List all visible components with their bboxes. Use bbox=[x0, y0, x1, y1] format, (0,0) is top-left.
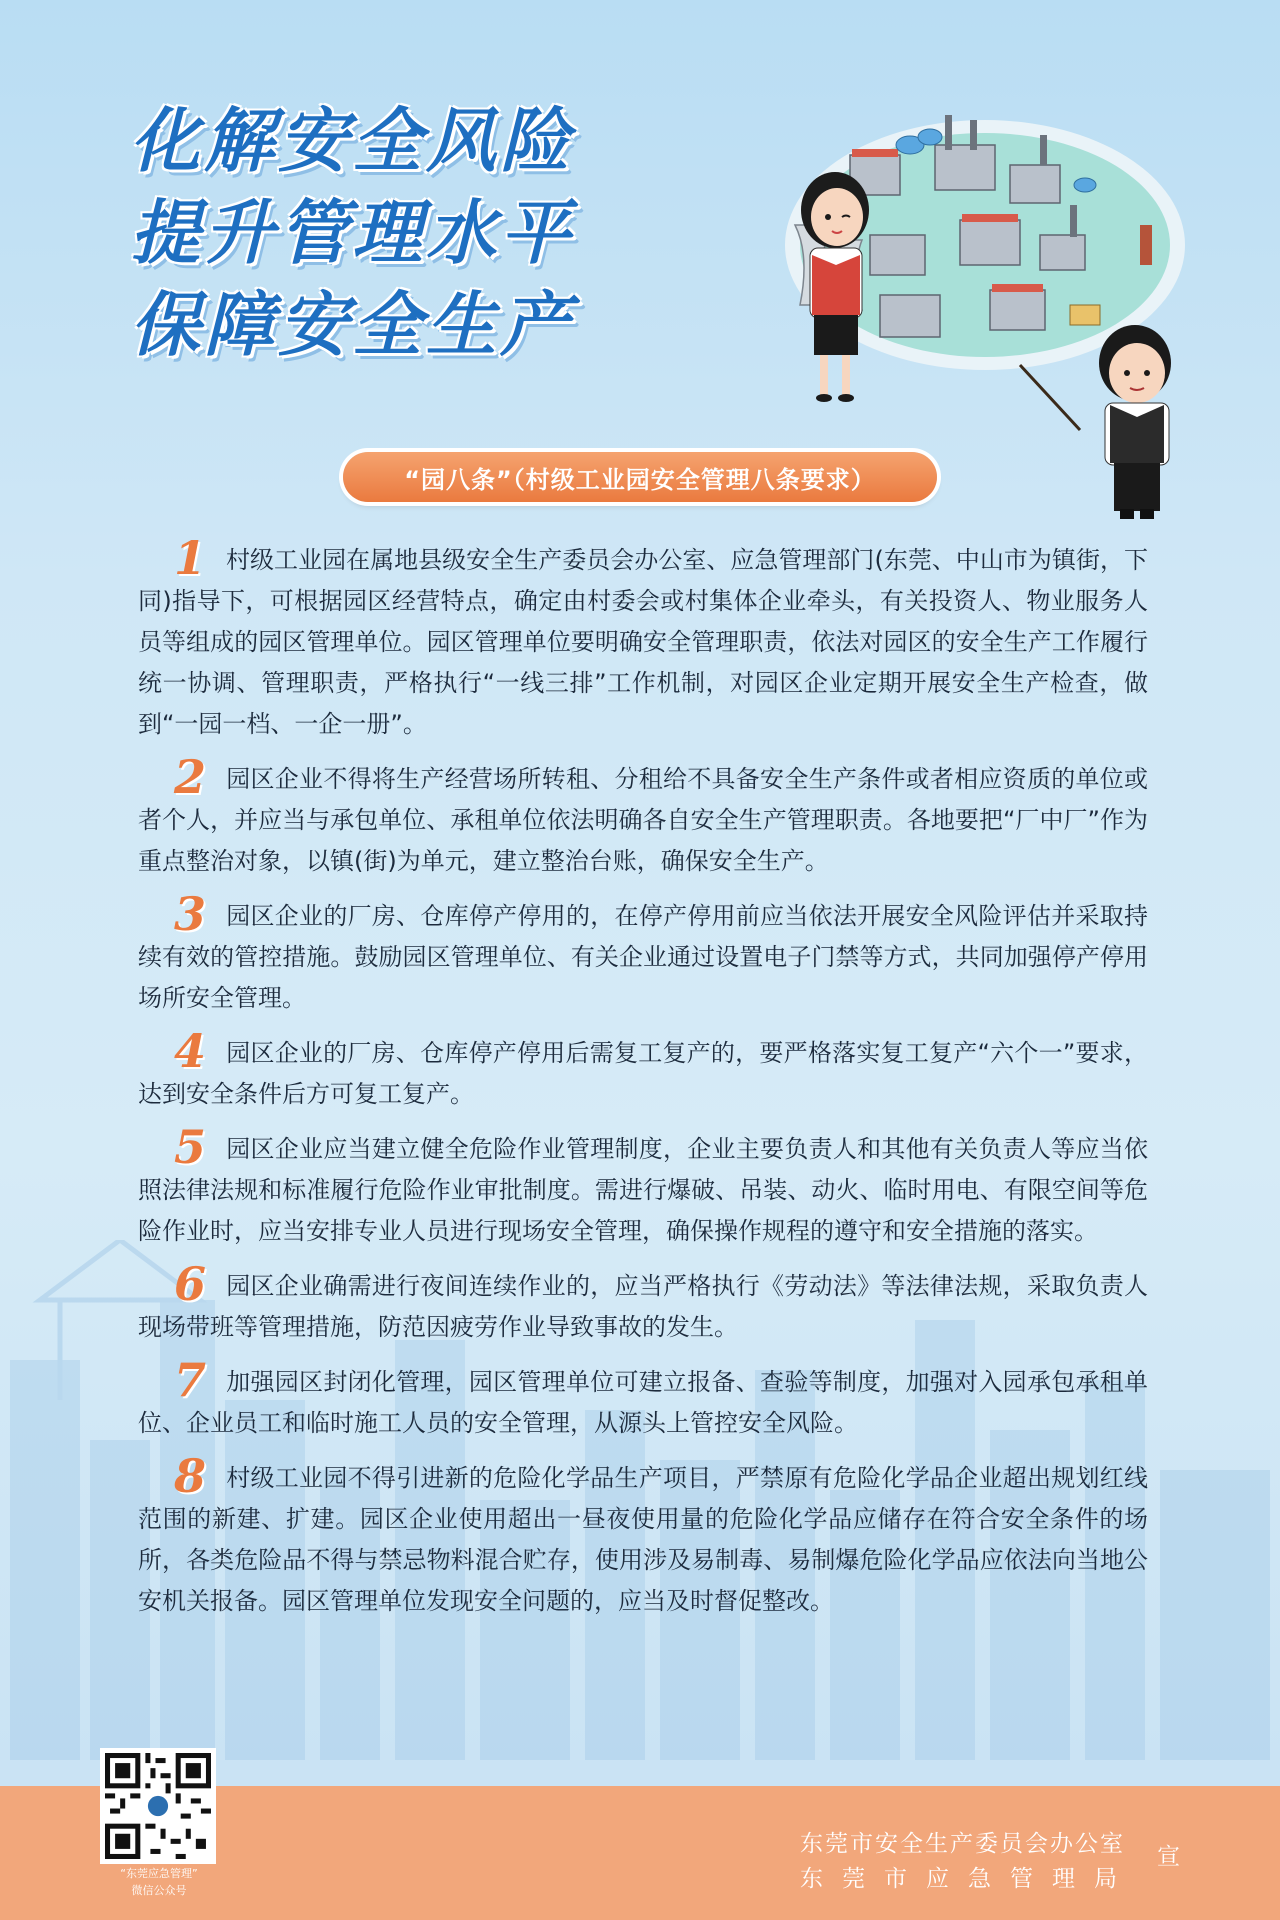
list-item bbox=[138, 1257, 1148, 1348]
title-line-3: 保障安全生产 bbox=[130, 284, 574, 366]
list-item bbox=[138, 531, 1148, 745]
title-line-2: 提升管理水平 bbox=[130, 192, 574, 274]
item-text: 加强园区封闭化管理，园区管理单位可建立报备、查验等制度，加强对入园承包承租单位、企业员工和临时施工人员的安全管理，从源头上管控安全风险。 bbox=[138, 1368, 1148, 1437]
item-text: 园区企业的厂房、仓库停产停用的，在停产停用前应当依法开展安全风险评估并采取持续有效的管控措施。鼓励园区管理单位、有关企业通过设置电子门禁等方式，共同加强停产停用场所安全管理。 bbox=[138, 902, 1148, 1012]
item-text: 园区企业应当建立健全危险作业管理制度，企业主要负责人和其他有关负责人等应当依照法律法规和标准履行危险作业审批制度。需进行爆破、吊装、动火、临时用电、有限空间等危险作业时，应当安排专业人员进行现场安全管理，确保操作规程的遵守和安全措施的落实。 bbox=[138, 1135, 1148, 1245]
qr-caption-type: 微信公众号 bbox=[131, 1884, 187, 1897]
qr-code-icon bbox=[105, 1753, 211, 1859]
list-item bbox=[138, 887, 1148, 1019]
female-staff-figure bbox=[801, 172, 869, 402]
item-number: 8 bbox=[174, 1449, 207, 1503]
list-item bbox=[138, 1024, 1148, 1115]
item-text: 园区企业的厂房、仓库停产停用后需复工复产的，要严格落实复工复产“六个一”要求，达到安全条件后方可复工复产。 bbox=[138, 1039, 1148, 1108]
item-number: 7 bbox=[174, 1353, 207, 1407]
requirements-list bbox=[138, 531, 1148, 1636]
item-text: 园区企业不得将生产经营场所转租、分租给不具备安全生产条件或者相应资质的单位或者个人，并应当与承包单位、承租单位依法明确各自安全生产管理职责。各地要把“厂中厂”作为重点整治对象，以镇(街)为单元，建立整治台账，确保安全生产。 bbox=[138, 765, 1148, 875]
item-text: 村级工业园在属地县级安全生产委员会办公室、应急管理部门(东莞、中山市为镇街，下同)指导下，可根据园区经营特点，确定由村委会或村集体企业牵头，有关投资人、物业服务人员等组成的园区管理单位。园区管理单位要明确安全管理职责，依法对园区的安全生产工作履行统一协调、管理职责，严格执行“一线三排”工作机制，对园区企业定期开展安全生产检查，做到“一园一档、一企一册”。 bbox=[138, 546, 1148, 738]
item-number: 1 bbox=[174, 531, 207, 585]
item-text: 园区企业确需进行夜间连续作业的，应当严格执行《劳动法》等法律法规，采取负责人现场带班等管理措施，防范因疲劳作业导致事故的发生。 bbox=[138, 1272, 1148, 1341]
org-name-2: 东莞市应急管理局 bbox=[800, 1866, 1136, 1892]
org-name-1: 东莞市安全生产委员会办公室 bbox=[800, 1831, 1125, 1857]
item-number: 2 bbox=[174, 750, 207, 804]
poster-title bbox=[130, 95, 750, 371]
publish-mark: 宣 bbox=[1157, 1844, 1180, 1870]
subtitle-text: “园八条”（村级工业园安全管理八条要求） bbox=[404, 465, 876, 494]
qr-caption-name: “东莞应急管理” bbox=[120, 1867, 198, 1880]
item-number: 3 bbox=[174, 887, 207, 941]
item-number: 4 bbox=[174, 1024, 207, 1078]
title-line-1: 化解安全风险 bbox=[130, 100, 574, 182]
list-item bbox=[138, 1353, 1148, 1444]
item-number: 5 bbox=[174, 1120, 207, 1174]
list-item bbox=[138, 1120, 1148, 1252]
list-item bbox=[138, 1449, 1148, 1622]
item-number: 6 bbox=[174, 1257, 207, 1311]
list-item bbox=[138, 750, 1148, 882]
qr-code[interactable] bbox=[100, 1748, 216, 1864]
subtitle-badge bbox=[343, 452, 937, 502]
item-text: 村级工业园不得引进新的危险化学品生产项目，严禁原有危险化学品企业超出规划红线范围的新建、扩建。园区企业使用超出一昼夜使用量的危险化学品应储存在符合安全条件的场所，各类危险品不得与禁忌物料混合贮存，使用涉及易制毒、易制爆危险化学品应依法向当地公安机关报备。园区管理单位发现安全问题的，应当及时督促整改。 bbox=[138, 1464, 1148, 1615]
